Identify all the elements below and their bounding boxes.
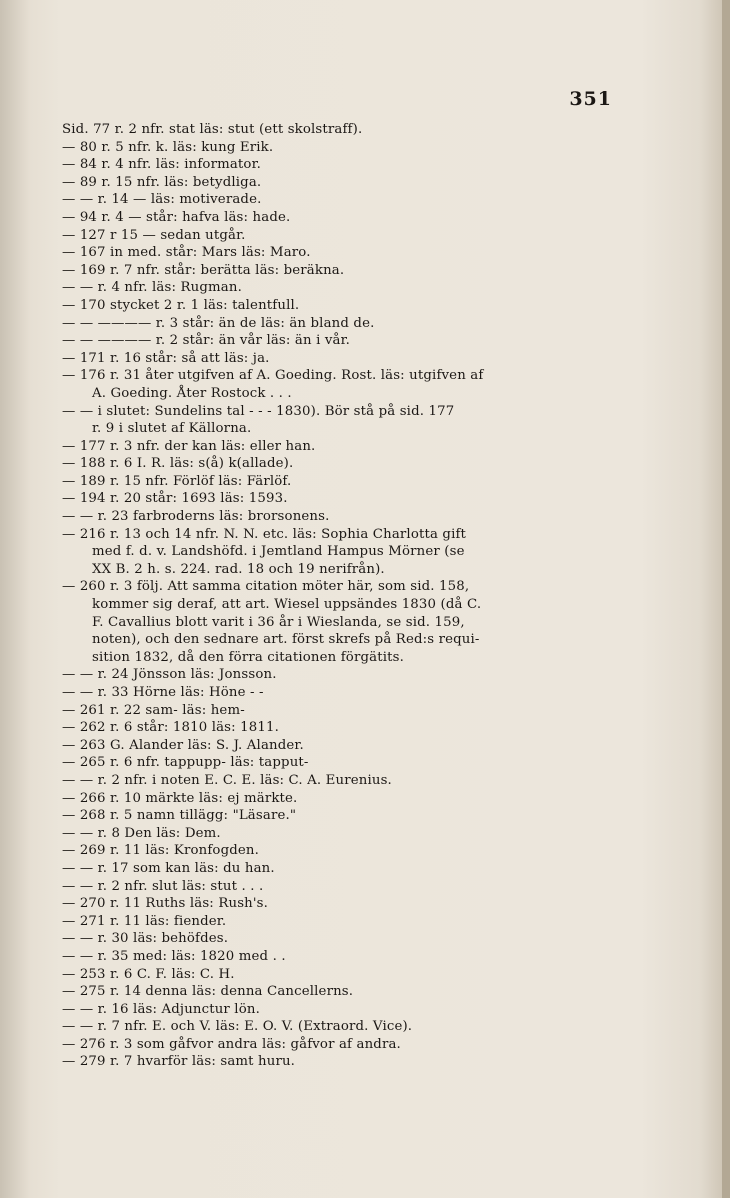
errata-line: — 194 r. 20 står: 1693 läs: 1593. bbox=[62, 491, 288, 507]
errata-line: — — r. 8 Den läs: Dem. bbox=[62, 825, 221, 841]
errata-line: — 276 r. 3 som gåfvor andra läs: gåfvor af andra. bbox=[62, 1036, 401, 1052]
errata-line: — 84 r. 4 nfr. läs: informator. bbox=[62, 157, 262, 173]
errata-line-continuation: A. Goeding. Åter Rostock . . . bbox=[92, 385, 292, 401]
errata-line: — — r. 2 nfr. slut läs: stut . . . bbox=[62, 878, 264, 894]
page-number: 351 bbox=[569, 88, 612, 110]
errata-line: — 127 r 15 — sedan utgår. bbox=[62, 227, 246, 243]
errata-line: — — i slutet: Sundelins tal - - - 1830). Bör stå på sid. 177 bbox=[62, 403, 455, 419]
errata-line: — — r. 30 läs: behöfdes. bbox=[62, 931, 229, 947]
errata-line: — 270 r. 11 Ruths läs: Rush's. bbox=[62, 896, 269, 912]
errata-line: — 94 r. 4 — står: hafva läs: hade. bbox=[62, 209, 291, 225]
errata-list bbox=[62, 121, 622, 1071]
errata-line: — — ———— r. 2 står: än vår läs: än i vår. bbox=[62, 333, 351, 349]
left-margin-bleed bbox=[0, 0, 18, 1198]
errata-line-continuation: kommer sig deraf, att art. Wiesel uppsändes 1830 (då C. bbox=[92, 597, 482, 613]
errata-line: — 89 r. 15 nfr. läs: betydliga. bbox=[62, 174, 262, 190]
errata-line: — 189 r. 15 nfr. Förlöf läs: Färlöf. bbox=[62, 473, 292, 489]
errata-line: — — r. 2 nfr. i noten E. C. E. läs: C. A. Eurenius. bbox=[62, 772, 392, 788]
errata-line: — 269 r. 11 läs: Kronfogden. bbox=[62, 843, 260, 859]
errata-line-continuation: sition 1832, då den förra citationen förgätits. bbox=[92, 649, 404, 665]
errata-line-continuation: F. Cavallius blott varit i 36 år i Wieslanda, se sid. 159, bbox=[92, 614, 465, 630]
errata-line: — 171 r. 16 står: så att läs: ja. bbox=[62, 350, 270, 366]
errata-line: — 275 r. 14 denna läs: denna Cancellerns. bbox=[62, 984, 354, 1000]
errata-line: — 188 r. 6 I. R. läs: s(å) k(allade). bbox=[62, 456, 294, 472]
errata-line: — 271 r. 11 läs: fiender. bbox=[62, 913, 227, 929]
errata-line-continuation: r. 9 i slutet af Källorna. bbox=[92, 421, 252, 437]
errata-line: — 263 G. Alander läs: S. J. Alander. bbox=[62, 737, 304, 753]
errata-line: — 268 r. 5 namn tillägg: "Läsare." bbox=[62, 808, 297, 824]
errata-line: — 176 r. 31 åter utgifven af A. Goeding. Rost. läs: utgifven af bbox=[62, 368, 484, 384]
errata-line: — 253 r. 6 C. F. läs: C. H. bbox=[62, 966, 235, 982]
errata-line: — 262 r. 6 står: 1810 läs: 1811. bbox=[62, 720, 279, 736]
errata-line: — 261 r. 22 sam- läs: hem- bbox=[62, 702, 245, 718]
errata-line: — 279 r. 7 hvarför läs: samt huru. bbox=[62, 1054, 296, 1070]
errata-line: — 216 r. 13 och 14 nfr. N. N. etc. läs: Sophia Charlotta gift bbox=[62, 526, 467, 542]
errata-line: — — r. 4 nfr. läs: Rugman. bbox=[62, 280, 242, 296]
errata-line: — 177 r. 3 nfr. der kan läs: eller han. bbox=[62, 438, 316, 454]
errata-line: — 260 r. 3 följ. Att samma citation möter här, som sid. 158, bbox=[62, 579, 470, 595]
errata-line-continuation: med f. d. v. Landshöfd. i Jemtland Hampus Mörner (se bbox=[92, 544, 465, 560]
errata-line: — 265 r. 6 nfr. tappupp- läs: tapput- bbox=[62, 755, 309, 771]
errata-line: — 170 stycket 2 r. 1 läs: talentfull. bbox=[62, 297, 300, 313]
errata-line: — — r. 7 nfr. E. och V. läs: E. O. V. (Extraord. Vice). bbox=[62, 1019, 413, 1035]
errata-line: — — r. 23 farbroderns läs: brorsonens. bbox=[62, 509, 330, 525]
errata-line: — 169 r. 7 nfr. står: berätta läs: beräkna. bbox=[62, 262, 345, 278]
errata-line: — — r. 17 som kan läs: du han. bbox=[62, 860, 275, 876]
errata-line: — 266 r. 10 märkte läs: ej märkte. bbox=[62, 790, 298, 806]
errata-line: — — r. 24 Jönsson läs: Jonsson. bbox=[62, 667, 277, 683]
errata-line-continuation: noten), och den sednare art. först skrefs på Red:s requi- bbox=[92, 632, 480, 648]
errata-line: — — r. 35 med: läs: 1820 med . . bbox=[62, 948, 286, 964]
errata-line: — — r. 16 läs: Adjunctur lön. bbox=[62, 1001, 260, 1017]
book-spine-edge bbox=[722, 0, 730, 1198]
errata-line: — 80 r. 5 nfr. k. läs: kung Erik. bbox=[62, 139, 274, 155]
errata-line: Sid. 77 r. 2 nfr. stat läs: stut (ett skolstraff). bbox=[62, 122, 363, 137]
errata-line: — — ———— r. 3 står: än de läs: än bland de. bbox=[62, 315, 375, 331]
errata-line: — 167 in med. står: Mars läs: Maro. bbox=[62, 245, 311, 261]
errata-line: — — r. 14 — läs: motiverade. bbox=[62, 192, 262, 208]
errata-line-continuation: XX B. 2 h. s. 224. rad. 18 och 19 nerifrån). bbox=[92, 561, 385, 577]
errata-line: — — r. 33 Hörne läs: Höne - - bbox=[62, 685, 264, 700]
